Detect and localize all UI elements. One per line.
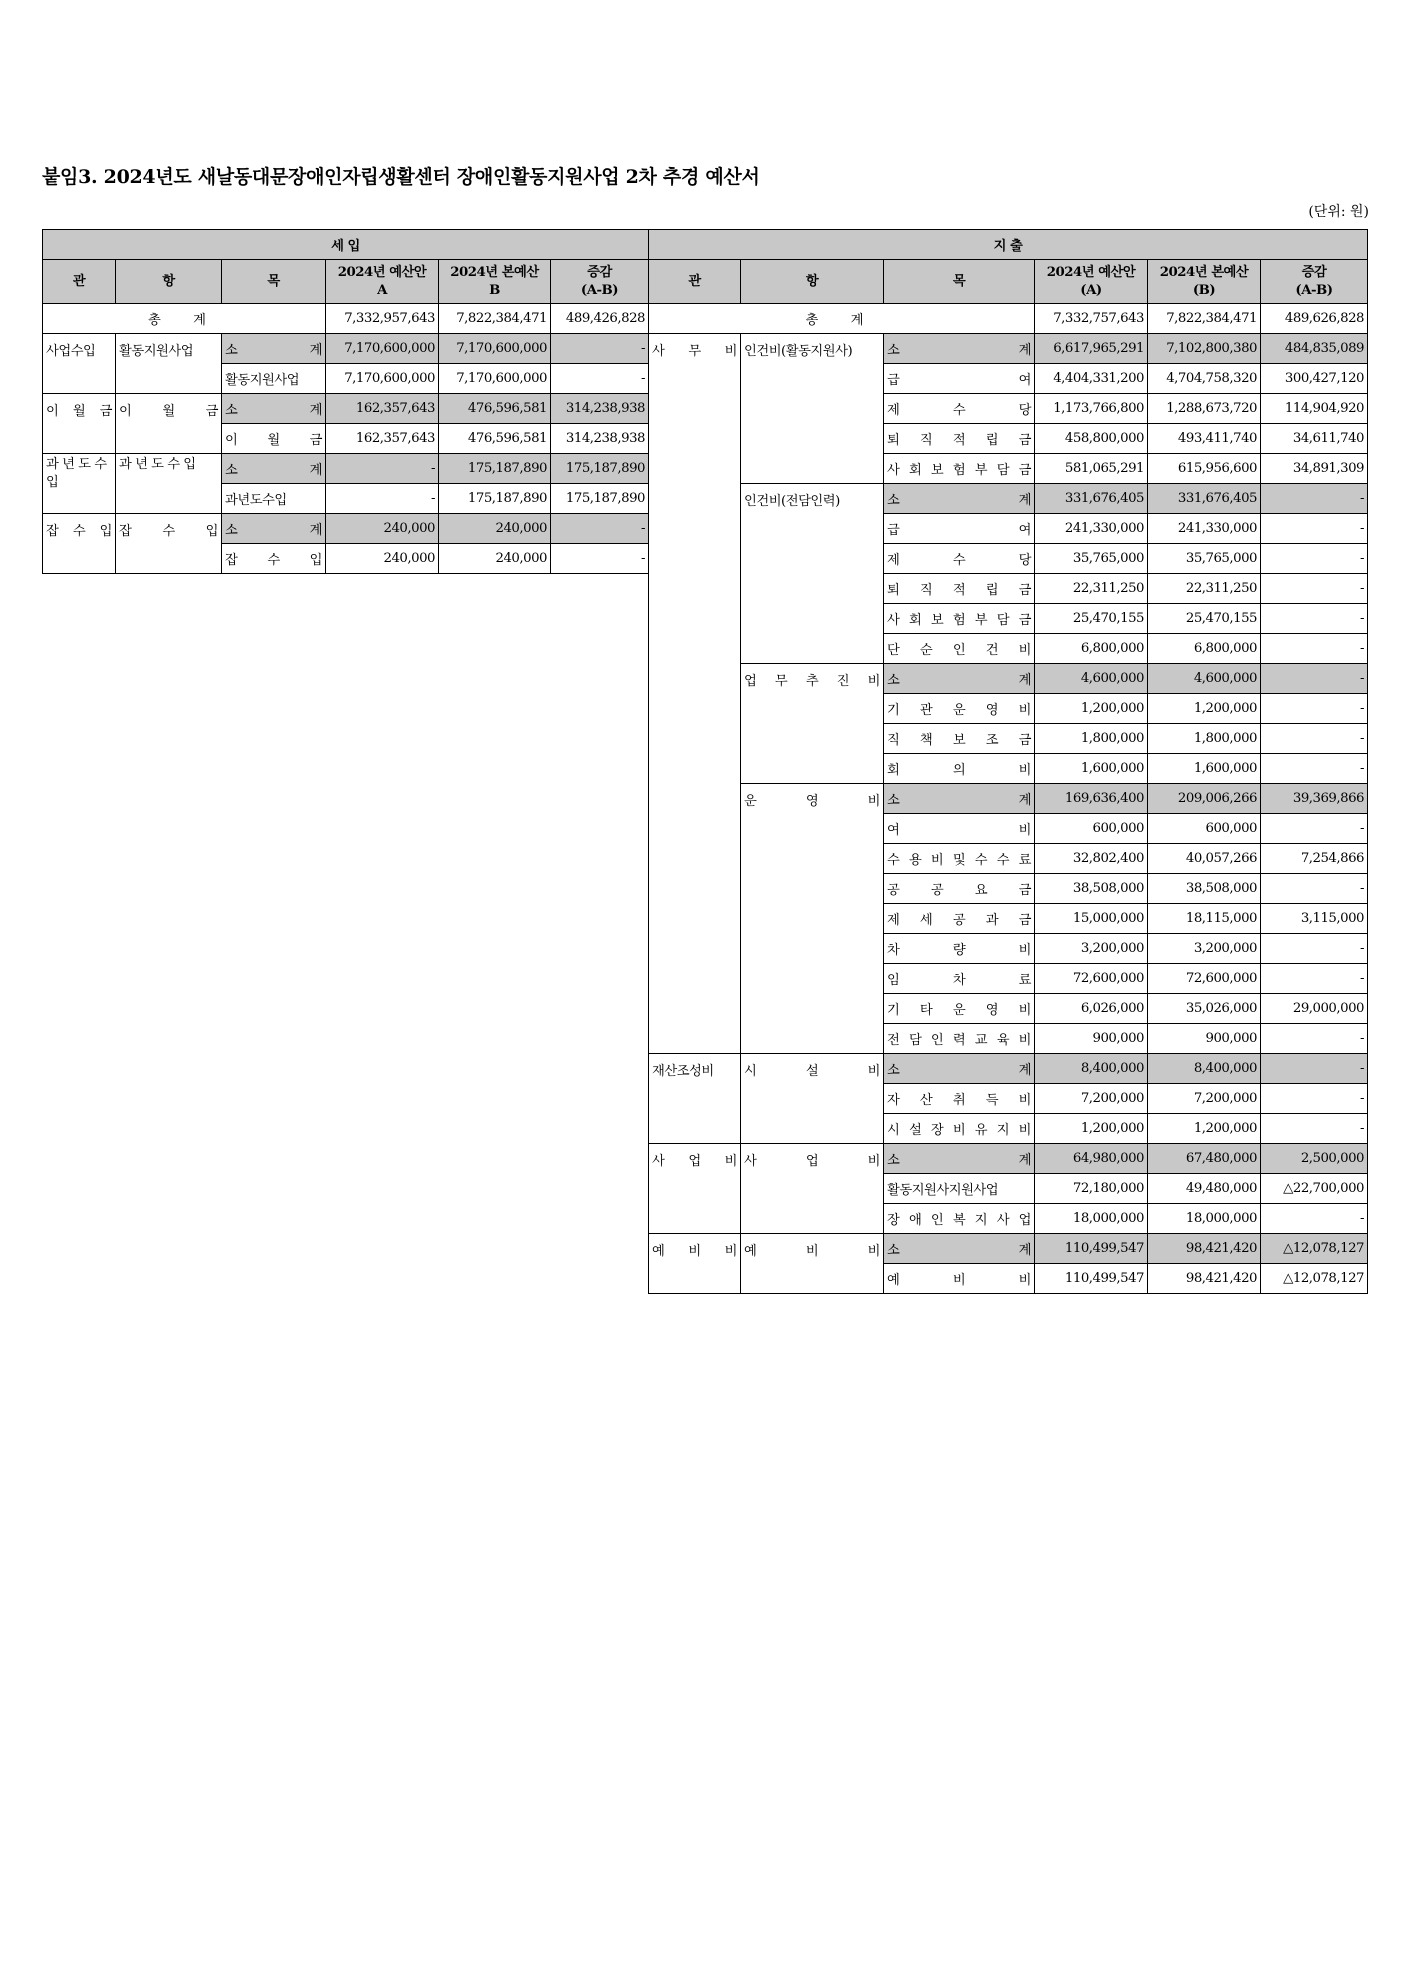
expense-b-cell: 38,508,000 bbox=[1148, 874, 1261, 904]
expense-b-cell: 241,330,000 bbox=[1148, 514, 1261, 544]
expense-mok-cell: 장 애 인 복 지 사 업 bbox=[884, 1204, 1035, 1234]
expense-a-cell: 1,800,000 bbox=[1035, 724, 1148, 754]
expense-mok-cell: 여 비 bbox=[884, 814, 1035, 844]
expense-diff-cell: 34,891,309 bbox=[1261, 454, 1368, 484]
expense-b-cell: 8,400,000 bbox=[1148, 1054, 1261, 1084]
income-header-mok: 목 bbox=[222, 260, 326, 304]
expense-mok-cell: 소 계 bbox=[884, 664, 1035, 694]
expense-diff-cell: 300,427,120 bbox=[1261, 364, 1368, 394]
expense-a-cell: 331,676,405 bbox=[1035, 484, 1148, 514]
expense-b-cell: 331,676,405 bbox=[1148, 484, 1261, 514]
income-hang-cell: 이 월 금 bbox=[116, 394, 222, 454]
expense-b-cell: 67,480,000 bbox=[1148, 1144, 1261, 1174]
income-mok-cell: 소 계 bbox=[222, 454, 326, 484]
expense-mok-cell: 사 회 보 험 부 담 금 bbox=[884, 604, 1035, 634]
expense-a-cell: 1,200,000 bbox=[1035, 1114, 1148, 1144]
expense-total-diff: 489,626,828 bbox=[1261, 304, 1368, 334]
expense-a-cell: 4,600,000 bbox=[1035, 664, 1148, 694]
income-table bbox=[42, 229, 649, 574]
income-header-a: 2024년 예산안 A bbox=[326, 260, 439, 304]
expense-diff-cell: 39,369,866 bbox=[1261, 784, 1368, 814]
expense-diff-cell: - bbox=[1261, 1114, 1368, 1144]
expense-b-cell: 4,704,758,320 bbox=[1148, 364, 1261, 394]
expense-mok-cell: 소 계 bbox=[884, 1234, 1035, 1264]
income-b-cell: 476,596,581 bbox=[439, 394, 551, 424]
expense-b-cell: 72,600,000 bbox=[1148, 964, 1261, 994]
expense-diff-cell: - bbox=[1261, 634, 1368, 664]
expense-b-cell: 35,765,000 bbox=[1148, 544, 1261, 574]
expense-mok-cell: 소 계 bbox=[884, 1144, 1035, 1174]
expense-diff-cell: 2,500,000 bbox=[1261, 1144, 1368, 1174]
income-a-cell: 7,170,600,000 bbox=[326, 364, 439, 394]
expense-a-cell: 110,499,547 bbox=[1035, 1264, 1148, 1294]
unit-label: (단위: 원) bbox=[1308, 204, 1369, 220]
expense-mok-cell: 임 차 료 bbox=[884, 964, 1035, 994]
expense-mok-cell: 전 담 인 력 교 육 비 bbox=[884, 1024, 1035, 1054]
expense-b-cell: 98,421,420 bbox=[1148, 1234, 1261, 1264]
income-hang-cell: 잡 수 입 bbox=[116, 514, 222, 574]
expense-diff-cell: 34,611,740 bbox=[1261, 424, 1368, 454]
expense-hang-cell: 예 비 비 bbox=[741, 1234, 884, 1294]
expense-b-cell: 22,311,250 bbox=[1148, 574, 1261, 604]
expense-b-cell: 1,200,000 bbox=[1148, 1114, 1261, 1144]
table-row bbox=[649, 664, 1368, 694]
expense-hang-cell: 업 무 추 진 비 bbox=[741, 664, 884, 784]
expense-b-cell: 98,421,420 bbox=[1148, 1264, 1261, 1294]
income-diff-cell: - bbox=[551, 364, 649, 394]
expense-diff-cell: - bbox=[1261, 874, 1368, 904]
expense-a-cell: 581,065,291 bbox=[1035, 454, 1148, 484]
expense-a-cell: 1,173,766,800 bbox=[1035, 394, 1148, 424]
income-a-cell: 240,000 bbox=[326, 544, 439, 574]
income-diff-cell: 314,238,938 bbox=[551, 394, 649, 424]
expense-diff-cell: - bbox=[1261, 1084, 1368, 1114]
expense-mok-cell: 소 계 bbox=[884, 484, 1035, 514]
expense-a-cell: 8,400,000 bbox=[1035, 1054, 1148, 1084]
income-gwan-cell: 과 년 도 수 입 bbox=[43, 454, 116, 514]
expense-total-b: 7,822,384,471 bbox=[1148, 304, 1261, 334]
income-hang-cell: 과 년 도 수 입 bbox=[116, 454, 222, 514]
expense-b-cell: 3,200,000 bbox=[1148, 934, 1261, 964]
expense-gwan-cell: 재산조성비 bbox=[649, 1054, 741, 1144]
expense-a-cell: 7,200,000 bbox=[1035, 1084, 1148, 1114]
expense-a-cell: 64,980,000 bbox=[1035, 1144, 1148, 1174]
expense-total-label: 총 계 bbox=[649, 304, 1035, 334]
income-total-row bbox=[43, 304, 649, 334]
expense-mok-cell: 자 산 취 득 비 bbox=[884, 1084, 1035, 1114]
expense-b-cell: 493,411,740 bbox=[1148, 424, 1261, 454]
expense-b-cell: 35,026,000 bbox=[1148, 994, 1261, 1024]
expense-mok-cell: 제 세 공 과 금 bbox=[884, 904, 1035, 934]
expense-hang-cell: 인건비(전담인력) bbox=[741, 484, 884, 664]
expense-mok-cell: 시 설 장 비 유 지 비 bbox=[884, 1114, 1035, 1144]
expense-mok-cell: 활동지원사지원사업 bbox=[884, 1174, 1035, 1204]
expense-a-cell: 32,802,400 bbox=[1035, 844, 1148, 874]
expense-a-cell: 72,180,000 bbox=[1035, 1174, 1148, 1204]
expense-header-mok: 목 bbox=[884, 260, 1035, 304]
income-header-gwan: 관 bbox=[43, 260, 116, 304]
income-b-cell: 476,596,581 bbox=[439, 424, 551, 454]
income-a-cell: - bbox=[326, 484, 439, 514]
expense-diff-cell: △12,078,127 bbox=[1261, 1234, 1368, 1264]
income-b-cell: 7,170,600,000 bbox=[439, 364, 551, 394]
expense-mok-cell: 소 계 bbox=[884, 1054, 1035, 1084]
expense-diff-cell: - bbox=[1261, 484, 1368, 514]
expense-table bbox=[648, 229, 1368, 1294]
expense-a-cell: 4,404,331,200 bbox=[1035, 364, 1148, 394]
expense-header-b: 2024년 본예산 (B) bbox=[1148, 260, 1261, 304]
income-total-label: 총 계 bbox=[43, 304, 326, 334]
expense-b-cell: 209,006,266 bbox=[1148, 784, 1261, 814]
table-row bbox=[649, 1144, 1368, 1174]
expense-diff-cell: - bbox=[1261, 814, 1368, 844]
expense-diff-cell: - bbox=[1261, 934, 1368, 964]
income-b-cell: 175,187,890 bbox=[439, 454, 551, 484]
expense-diff-cell: △22,700,000 bbox=[1261, 1174, 1368, 1204]
expense-mok-cell: 회 의 비 bbox=[884, 754, 1035, 784]
income-total-diff: 489,426,828 bbox=[551, 304, 649, 334]
expense-mok-cell: 직 책 보 조 금 bbox=[884, 724, 1035, 754]
income-section-header: 세 입 bbox=[43, 230, 649, 260]
expense-b-cell: 600,000 bbox=[1148, 814, 1261, 844]
expense-b-cell: 6,800,000 bbox=[1148, 634, 1261, 664]
expense-diff-cell: 29,000,000 bbox=[1261, 994, 1368, 1024]
income-mok-cell: 소 계 bbox=[222, 394, 326, 424]
expense-a-cell: 241,330,000 bbox=[1035, 514, 1148, 544]
expense-diff-cell: - bbox=[1261, 574, 1368, 604]
table-row bbox=[649, 484, 1368, 514]
expense-header-gwan: 관 bbox=[649, 260, 741, 304]
expense-gwan-cell: 사 무 비 bbox=[649, 334, 741, 1054]
expense-diff-cell: - bbox=[1261, 604, 1368, 634]
expense-mok-cell: 퇴 직 적 립 금 bbox=[884, 424, 1035, 454]
expense-hang-cell: 운 영 비 bbox=[741, 784, 884, 1054]
expense-a-cell: 1,600,000 bbox=[1035, 754, 1148, 784]
expense-diff-cell: - bbox=[1261, 964, 1368, 994]
expense-hang-cell: 사 업 비 bbox=[741, 1144, 884, 1234]
expense-mok-cell: 사 회 보 험 부 담 금 bbox=[884, 454, 1035, 484]
expense-mok-cell: 수 용 비 및 수 수 료 bbox=[884, 844, 1035, 874]
expense-b-cell: 7,200,000 bbox=[1148, 1084, 1261, 1114]
expense-hang-cell: 인건비(활동지원사) bbox=[741, 334, 884, 484]
expense-a-cell: 458,800,000 bbox=[1035, 424, 1148, 454]
expense-a-cell: 169,636,400 bbox=[1035, 784, 1148, 814]
expense-mok-cell: 단 순 인 건 비 bbox=[884, 634, 1035, 664]
expense-mok-cell: 제 수 당 bbox=[884, 394, 1035, 424]
expense-diff-cell: - bbox=[1261, 664, 1368, 694]
expense-diff-cell: - bbox=[1261, 694, 1368, 724]
expense-header-a: 2024년 예산안 (A) bbox=[1035, 260, 1148, 304]
income-diff-cell: 314,238,938 bbox=[551, 424, 649, 454]
expense-a-cell: 3,200,000 bbox=[1035, 934, 1148, 964]
income-header-diff: 증감 (A-B) bbox=[551, 260, 649, 304]
expense-a-cell: 6,617,965,291 bbox=[1035, 334, 1148, 364]
expense-diff-cell: - bbox=[1261, 1024, 1368, 1054]
expense-mok-cell: 소 계 bbox=[884, 334, 1035, 364]
expense-hang-cell: 시 설 비 bbox=[741, 1054, 884, 1144]
expense-b-cell: 25,470,155 bbox=[1148, 604, 1261, 634]
income-b-cell: 7,170,600,000 bbox=[439, 334, 551, 364]
expense-diff-cell: - bbox=[1261, 724, 1368, 754]
expense-section-header: 지 출 bbox=[649, 230, 1368, 260]
income-diff-cell: 175,187,890 bbox=[551, 484, 649, 514]
expense-b-cell: 1,288,673,720 bbox=[1148, 394, 1261, 424]
table-row bbox=[649, 1054, 1368, 1084]
income-a-cell: 240,000 bbox=[326, 514, 439, 544]
expense-header-diff: 증감 (A-B) bbox=[1261, 260, 1368, 304]
income-gwan-cell: 잡 수 입 bbox=[43, 514, 116, 574]
expense-total-row bbox=[649, 304, 1368, 334]
expense-diff-cell: 114,904,920 bbox=[1261, 394, 1368, 424]
expense-mok-cell: 소 계 bbox=[884, 784, 1035, 814]
expense-mok-cell: 예 비 비 bbox=[884, 1264, 1035, 1294]
income-gwan-cell: 이 월 금 bbox=[43, 394, 116, 454]
expense-a-cell: 25,470,155 bbox=[1035, 604, 1148, 634]
income-a-cell: 7,170,600,000 bbox=[326, 334, 439, 364]
expense-mok-cell: 기 타 운 영 비 bbox=[884, 994, 1035, 1024]
table-row bbox=[43, 394, 649, 424]
expense-diff-cell: - bbox=[1261, 1204, 1368, 1234]
expense-b-cell: 615,956,600 bbox=[1148, 454, 1261, 484]
income-mok-cell: 활동지원사업 bbox=[222, 364, 326, 394]
expense-mok-cell: 급 여 bbox=[884, 514, 1035, 544]
expense-b-cell: 7,102,800,380 bbox=[1148, 334, 1261, 364]
expense-mok-cell: 퇴 직 적 립 금 bbox=[884, 574, 1035, 604]
expense-a-cell: 72,600,000 bbox=[1035, 964, 1148, 994]
expense-mok-cell: 급 여 bbox=[884, 364, 1035, 394]
expense-diff-cell: - bbox=[1261, 544, 1368, 574]
expense-a-cell: 18,000,000 bbox=[1035, 1204, 1148, 1234]
expense-b-cell: 18,000,000 bbox=[1148, 1204, 1261, 1234]
expense-diff-cell: 3,115,000 bbox=[1261, 904, 1368, 934]
income-gwan-cell: 사업수입 bbox=[43, 334, 116, 394]
expense-b-cell: 900,000 bbox=[1148, 1024, 1261, 1054]
table-row bbox=[649, 1234, 1368, 1264]
income-mok-cell: 소 계 bbox=[222, 514, 326, 544]
expense-gwan-cell: 사 업 비 bbox=[649, 1144, 741, 1234]
expense-b-cell: 4,600,000 bbox=[1148, 664, 1261, 694]
income-diff-cell: 175,187,890 bbox=[551, 454, 649, 484]
expense-body bbox=[649, 334, 1368, 1294]
income-a-cell: 162,357,643 bbox=[326, 394, 439, 424]
income-a-cell: - bbox=[326, 454, 439, 484]
expense-mok-cell: 차 량 비 bbox=[884, 934, 1035, 964]
expense-diff-cell: - bbox=[1261, 754, 1368, 784]
expense-a-cell: 6,800,000 bbox=[1035, 634, 1148, 664]
expense-b-cell: 1,800,000 bbox=[1148, 724, 1261, 754]
expense-a-cell: 35,765,000 bbox=[1035, 544, 1148, 574]
income-mok-cell: 이 월 금 bbox=[222, 424, 326, 454]
table-row bbox=[649, 784, 1368, 814]
income-a-cell: 162,357,643 bbox=[326, 424, 439, 454]
expense-gwan-cell: 예 비 비 bbox=[649, 1234, 741, 1294]
income-diff-cell: - bbox=[551, 334, 649, 364]
expense-a-cell: 1,200,000 bbox=[1035, 694, 1148, 724]
expense-mok-cell: 기 관 운 영 비 bbox=[884, 694, 1035, 724]
income-b-cell: 175,187,890 bbox=[439, 484, 551, 514]
expense-diff-cell: - bbox=[1261, 514, 1368, 544]
expense-b-cell: 18,115,000 bbox=[1148, 904, 1261, 934]
income-mok-cell: 잡 수 입 bbox=[222, 544, 326, 574]
expense-diff-cell: - bbox=[1261, 1054, 1368, 1084]
table-row bbox=[43, 454, 649, 484]
table-row bbox=[43, 334, 649, 364]
expense-header-hang: 항 bbox=[741, 260, 884, 304]
expense-a-cell: 900,000 bbox=[1035, 1024, 1148, 1054]
table-row bbox=[649, 334, 1368, 364]
income-diff-cell: - bbox=[551, 514, 649, 544]
document-title: 붙임3. 2024년도 새날동대문장애인자립생활센터 장애인활동지원사업 2차 추경 예산서 bbox=[42, 166, 760, 188]
expense-b-cell: 1,200,000 bbox=[1148, 694, 1261, 724]
income-diff-cell: - bbox=[551, 544, 649, 574]
income-b-cell: 240,000 bbox=[439, 544, 551, 574]
expense-mok-cell: 공 공 요 금 bbox=[884, 874, 1035, 904]
expense-a-cell: 22,311,250 bbox=[1035, 574, 1148, 604]
income-mok-cell: 소 계 bbox=[222, 334, 326, 364]
expense-diff-cell: 7,254,866 bbox=[1261, 844, 1368, 874]
expense-a-cell: 600,000 bbox=[1035, 814, 1148, 844]
income-mok-cell: 과년도수입 bbox=[222, 484, 326, 514]
expense-b-cell: 49,480,000 bbox=[1148, 1174, 1261, 1204]
expense-diff-cell: △12,078,127 bbox=[1261, 1264, 1368, 1294]
expense-a-cell: 38,508,000 bbox=[1035, 874, 1148, 904]
income-header-hang: 항 bbox=[116, 260, 222, 304]
expense-b-cell: 1,600,000 bbox=[1148, 754, 1261, 784]
table-row bbox=[43, 514, 649, 544]
income-hang-cell: 활동지원사업 bbox=[116, 334, 222, 394]
expense-total-a: 7,332,757,643 bbox=[1035, 304, 1148, 334]
income-total-b: 7,822,384,471 bbox=[439, 304, 551, 334]
expense-a-cell: 15,000,000 bbox=[1035, 904, 1148, 934]
income-total-a: 7,332,957,643 bbox=[326, 304, 439, 334]
expense-b-cell: 40,057,266 bbox=[1148, 844, 1261, 874]
income-b-cell: 240,000 bbox=[439, 514, 551, 544]
expense-a-cell: 110,499,547 bbox=[1035, 1234, 1148, 1264]
expense-a-cell: 6,026,000 bbox=[1035, 994, 1148, 1024]
expense-mok-cell: 제 수 당 bbox=[884, 544, 1035, 574]
income-header-b: 2024년 본예산 B bbox=[439, 260, 551, 304]
expense-diff-cell: 484,835,089 bbox=[1261, 334, 1368, 364]
